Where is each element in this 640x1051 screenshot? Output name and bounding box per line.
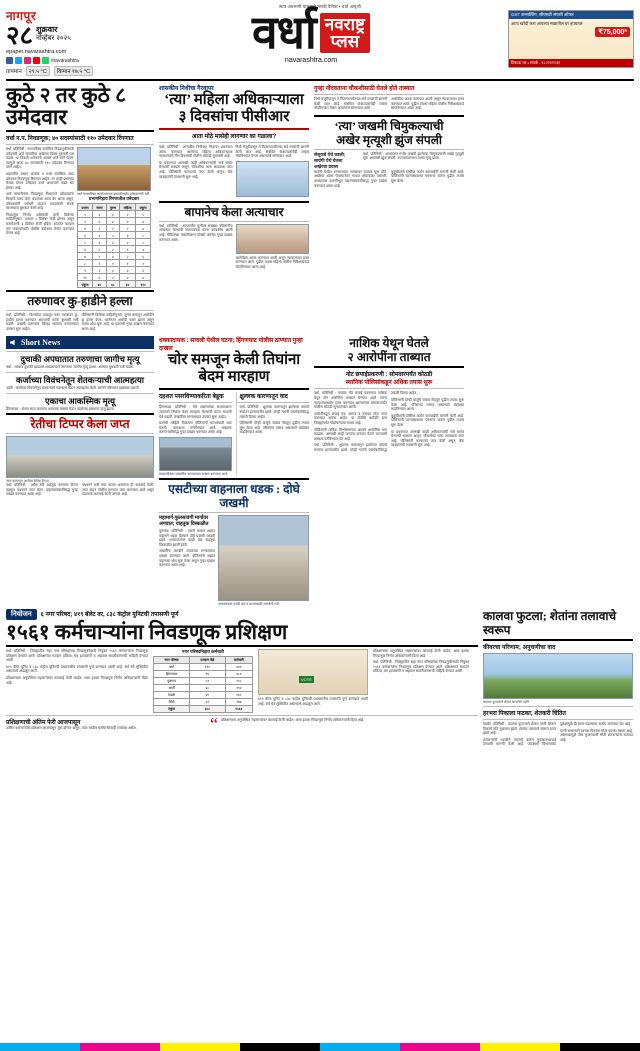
- lead-table-caption: प्रभागनिहाय रिंगणातील उमेदवार: [88, 196, 140, 201]
- swatch-black: [240, 1043, 320, 1051]
- theft-story: [159, 336, 309, 606]
- lead-para-1: वर्धा, प्रतिनिधी : नगरपरिषद सार्वत्रिक निवडणुकीसाठी उमेदवारी अर्ज माघारीचा अखेरचा दिवस गुरुवारी पार पडला. या दिवशी अनेकांनी आपले अर्ज मागे घेतले. त्यामुळे आता ४० जागांसाठी ११० उमेदवार रिंगणात उरले आहेत.: [6, 147, 74, 170]
- short-news-box: [6, 336, 154, 606]
- masthead-center: [118, 7, 504, 64]
- short-news-body-1: वर्धा : भरधाव दुचाकी झाडावर आदळल्याने तरुणाचा जागीच मृत्यू झाला. अपघात बुधवारी रात्री घडला.: [6, 365, 135, 370]
- youtube-icon[interactable]: [33, 57, 40, 64]
- short-news-body-2: आर्वी : कर्जाच्या विवंचनेतून शेतकऱ्याने गळफास घेऊन आत्महत्या केली. घटनेने परिसरात खळबळ उडाली.: [6, 385, 140, 390]
- training-table: नगर परिषद मतदान केंद्रे कर्मचारी वर्धा ११० ४४० हिंगणघाट ९६ ३८४ पुलगाव ५२ २०८ आर्वी ४८ १९२ देवळी ४० १६० सिंदी ४२ १७७ एकूण ३८८ १५६१: [153, 656, 253, 713]
- girl-intro-1: निधी मंजुरीपासून ते वितरणापर्यंतच्या सर्व टप्प्यांची छाननी केली जात आहे. संबंधित कंत्राटदारांचेही जबाब नोंदविण्यात येणार असल्याचे सांगण्यात आले.: [314, 97, 387, 111]
- training-para-2: ४१९ बॅलेट युनिट व ८३८ कंट्रोल युनिटची प्रथमस्तरीय तपासणी पूर्ण करण्यात आली आहे. सर्व यंत्रे सुस्थितीत असल्याचे आढळून आले.: [6, 664, 148, 674]
- short-news-item: [6, 375, 154, 391]
- nashik-sub-1: नोट छपाईप्रकरणी : सोमवारपर्यंत कोठडी: [345, 372, 433, 379]
- instagram-icon[interactable]: [24, 57, 31, 64]
- girl-para-2: सावंगी येथील रुग्णालयात त्याच्यावर उपचार सुरू होते. अखेरचा श्वास घेतल्यानंतर गावात शोककळा पसरली. अपघातास कारणीभूत वाहनचालकाविरुद्ध गुन्हा दाखल करण्यात आला आहे.: [314, 169, 387, 188]
- training-note-head: प्रशिक्षणाची अंतिम फेरी आजपासून: [6, 719, 81, 726]
- swatch-magenta: [80, 1043, 160, 1051]
- lead-th-0: प्रभाग: [78, 204, 93, 211]
- swatch-yellow-2: [480, 1043, 560, 1051]
- lead-subhead: वर्धा न.प. निवडणूक; ४० सदस्यांसाठी ११० उमेदवार रिंगणात: [6, 136, 134, 142]
- assault-para-2: पोलिसांनी दिलेल्या माहितीनुसार, जुन्या वादातून आरोपीने हा हल्ला केला. घटनेनंतर आरोपी फरार झाला असून त्याचा शोध सुरू आहे. या प्रकरणी गुन्हा दाखल करण्यात आला आहे.: [81, 313, 154, 331]
- weather-row: [6, 66, 114, 76]
- band-middle: [6, 336, 634, 606]
- pcr-illustration: [236, 161, 310, 197]
- girl-para-3: कुटुंबीयांनी दोषींवर कठोर कारवाईची मागणी केली आहे. पोलिसांनी घटनास्थळाचा पंचनामा करून पुढील तपास सुरू केला.: [391, 169, 464, 183]
- pcr-story: [159, 84, 309, 333]
- swatch-cyan: [0, 1043, 80, 1051]
- social-row: [6, 57, 114, 64]
- cmyk-colorbar: [0, 1043, 640, 1051]
- theft-kicker: धक्कादायक : सावली येथील घटना; हिंगणघाट पोलीस ठाण्यात गुन्हा दाखल: [159, 338, 303, 353]
- table-row-total: एकूण ४० ६८ ४२ ११०: [78, 281, 151, 288]
- girl-story: [314, 84, 464, 333]
- bus-para-1: पुलगाव, प्रतिनिधी : एसटी बसला अज्ञात वाहनाने धडक दिल्याने दोघे प्रवासी जखमी झाले. अपघातानंतर काही वेळ वाहतूक विस्कळीत झाली होती.: [159, 528, 215, 547]
- table-row: पुलगाव ५२ २०८: [154, 677, 253, 684]
- lake-sub: कीवरचा परिणाम; अनुचणीचा वाद: [483, 644, 556, 651]
- theft-headline: चोर समजून केली तिघांना बेदम मारहाण: [167, 352, 301, 386]
- table-row: ७ २ ४ २ ६: [78, 253, 151, 260]
- training-para-1: वर्धा, प्रतिनिधी : जिल्ह्यातील सहा नगर परिषदांच्या निवडणुकीसाठी नियुक्त १५६१ कर्मचाऱ्यांना निवडणूक प्रशिक्षण देण्यात आले. प्रशिक्षणात मतदान प्रक्रिया, यंत्र हाताळणी व अहवाल सादरीकरणाची माहिती देण्यात आली.: [6, 648, 148, 663]
- training-para-6: वर्धा, प्रतिनिधी : जिल्ह्यातील सहा नगर परिषदांच्या निवडणुकीसाठी नियुक्त १५६१ कर्मचाऱ्यांना निवडणूक प्रशिक्षण देण्यात आले. प्रशिक्षणात मतदान प्रक्रिया, यंत्र हाताळणी व अहवाल सादरीकरणाची माहिती देण्यात आली.: [373, 660, 469, 674]
- lead-story: [6, 84, 154, 333]
- lead-para-2: शहरातील प्रभाग क्रमांक ४ मध्ये सर्वाधिक आठ उमेदवार निवडणूक रिंगणात आहेत. तर काही प्रभागांत केवळ दोनच उमेदवार उरले असल्याने लढत थेट होणार आहे.: [6, 171, 74, 190]
- tipper-headline: रेतीचा टिप्पर केला जप्त: [30, 417, 130, 432]
- swatch-black-2: [560, 1043, 640, 1051]
- pcr-subhead: आता मोठे मासेही लागणार का गळाला?: [191, 134, 277, 140]
- ad-tagline: GST कन्सल्टिंग, सीएसटी संपत्ती ऑफर: [509, 11, 633, 19]
- lead-th-2: पुरुष: [106, 204, 119, 211]
- training-quote: प्रशिक्षणाला अनुपस्थित राहणाऱ्यांवर कारवाई केली जाईल, असा इशारा निवडणूक निर्णय अधिकाऱ्यांनी दिला आहे.: [221, 717, 365, 722]
- theft-sub-left: दहशत पसरविण्याकरिता बेडूक: [159, 394, 224, 401]
- short-news-title: Short News: [21, 338, 61, 348]
- theft-left-para-2: घटनेची माहिती मिळताच पोलिसांनी घटनास्थळी धाव घेतली. जमावाला पांगविण्यात आले. मारहाण करणाऱ्यांविरुद्ध गुन्हा दाखल करण्यात आला आहे.: [159, 421, 232, 435]
- table-row: देवळी ४० १६०: [154, 691, 253, 698]
- masthead: [6, 7, 634, 81]
- short-news-headline-3: एकाचा आकस्मिक मृत्यू: [44, 395, 116, 406]
- table-row: ९ २ ३ ३ ६: [78, 267, 151, 274]
- lead-para-4: निवडणूक निर्णय अधिकारी यांनी दिलेल्या माहितीनुसार, मतदान २ डिसेंबर रोजी होणार असून मतमोजणी ३ डिसेंबर रोजी होईल. शांततेत मतदान पार पाडण्यासाठी पोलीस बंदोबस्त तैनात करण्यात येणार आहे.: [6, 212, 74, 236]
- training-sub: ६ नगर परिषद; ४१९ बॅलेट वर, ८३८ कंट्रोल युनिटची तपासणी पूर्ण: [40, 612, 179, 619]
- table-row: वर्धा ११० ४४०: [154, 663, 253, 670]
- father-para-1: वर्धा, प्रतिनिधी : अल्पवयीन मुलीवर सख्ख्या वडिलांनीच अत्याचार केल्याची संतापजनक घटना उघडकीस आली आहे. पीडितेच्या तक्रारीवरून पोक्सो अंतर्गत गुन्हा दाखल करण्यात आला.: [159, 223, 233, 242]
- table-row: १० २ २ २ ४: [78, 274, 151, 281]
- nashik-para-6: कुटुंबीयांनी दोषींवर कठोर कारवाईची मागणी केली आहे. पोलिसांनी घटनास्थळाचा पंचनामा करून पुढील तपास सुरू केला.: [391, 413, 464, 427]
- nashik-headline-2: २ आरोपींना ताब्यात: [347, 350, 431, 365]
- edition-city: नागपूर: [6, 9, 37, 23]
- tipper-para-1: वर्धा, प्रतिनिधी : अवैध रेती वाहतूक करणारा टिप्पर महसूल पथकाने जप्त केला. वाहनचालकाविरुद्ध गुन्हा दाखल करण्यात आला आहे.: [6, 483, 78, 497]
- training-para-5: प्रशिक्षणाला अनुपस्थित राहणाऱ्यांवर कारवाई केली जाईल, असा इशारा निवडणूक निर्णय अधिकाऱ्यांनी दिला आहे.: [373, 648, 469, 658]
- nashik-para-1: वर्धा, प्रतिनिधी : बनावट नोट छपाई प्रकरणात नाशिक येथून दोन आरोपींना ताब्यात घेण्यात आले. त्यांना न्यायालयासमोर हजर करण्यात आल्यानंतर सोमवारपर्यंत पोलीस कोठडी सुनावण्यात आली.: [314, 391, 387, 410]
- website-url[interactable]: navarashtra.com: [284, 57, 338, 64]
- table-row: ४ २ ५ ३ ८: [78, 232, 151, 239]
- bus-para-2: जखमींना तातडीने जवळच्या रुग्णालयात दाखल करण्यात आले. पोलिसांनी अज्ञात वाहनाचा शोध सुरू केला असून गुन्हा दाखल करण्यात आला आहे.: [159, 549, 215, 568]
- lake-sub-2: हरभरा पिकाला फटका; शेतकरी चिंतित: [483, 710, 566, 717]
- lake-para-1: देवळी, प्रतिनिधी : कालवा फुटल्याने शेतात पाणी शिरून पिकांचे मोठे नुकसान झाले. शेतांना तलावाचे स्वरूप प्राप्त झाले आहे.: [483, 721, 556, 736]
- lead-th-3: महिला: [119, 204, 135, 211]
- lead-para-3: अर्ज माघारीनंतर निवडणूक विभागाने उमेदवारांना चिन्हांचे वाटप केले. प्रचाराला आता वेग आला असून, उमेदवारांनी घरोघरी जाऊन मतदारांशी संपर्क साधण्यास सुरुवात केली आहे.: [6, 192, 74, 211]
- vote-stamp: VOTE: [301, 676, 312, 682]
- swatch-cyan-2: [320, 1043, 400, 1051]
- bus-photo: [218, 515, 309, 601]
- theft-photo: [159, 437, 232, 471]
- nashik-para-3: पोलिसांनी तांत्रिक विश्लेषणाच्या आधारे आरोपींचा माग काढला. आणखी काही जणांना ताब्यात घेतले जाण्याची शक्यता वर्तविण्यात येत आहे.: [314, 427, 387, 441]
- theft-sub-right: क्षुल्लक कारणातून वाद: [239, 394, 288, 401]
- nashik-sub-2: स्थानिक पोलिसांकडून अधिक तपास सुरू: [345, 380, 433, 387]
- girl-bullet-3: अखेरचा प्रवास: [314, 163, 338, 169]
- short-news-header: [6, 336, 154, 349]
- lead-th-1: जागा: [93, 204, 107, 211]
- father-para-2: आरोपीला अटक करण्यात आली असून न्यायालयात हजर करण्यात आले. पुढील तपास महिला पोलीस निरीक्षकांकडे सोपविण्यात आला आहे.: [235, 255, 309, 269]
- pcr-headline: ‘त्या’ महिला अधिकाऱ्याला ३ दिवसांचा पीसीआर: [164, 92, 304, 125]
- epaper-url[interactable]: epaper.navarashtra.com: [6, 49, 67, 55]
- table-row: १ २ ३ २ ५: [78, 211, 151, 218]
- pcr-para-1: वर्धा, प्रतिनिधी : शासकीय निधीच्या गैरवापर प्रकरणात अटक करण्यात आलेल्या महिला अधिकाऱ्याला न्यायालयाने तीन दिवसांची पोलीस कोठडी सुनावली आहे.: [159, 145, 233, 159]
- twitter-icon[interactable]: [15, 57, 22, 64]
- social-handle: /navarashtra: [51, 57, 79, 64]
- pcr-para-2: या प्रकरणात आणखी काही अधिकाऱ्यांची नावे समोर येण्याची शक्यता असून, चौकशीचा फास आवळला जात आहे. पोलिसांनी कागदपत्रे जप्त केली असून, बँक व्यवहारांची तपासणी सुरू आहे.: [159, 160, 233, 179]
- swatch-magenta-2: [400, 1043, 480, 1051]
- short-news-headline-1: दुचाकी अपघातात तरुणाचा जागीच मृत्यू: [20, 354, 140, 365]
- table-row: ८ २ १ १ २: [78, 260, 151, 267]
- table-row: ३ २ २ २ ४: [78, 225, 151, 232]
- father-headline: बापानेच केला अत्याचार: [184, 204, 284, 219]
- facebook-icon[interactable]: [6, 57, 13, 64]
- ad-footer: टिकाऊ घर • संपर्क : ९८२२१२२३१: [509, 59, 633, 67]
- tipper-para-2: पथकाने रात्री गस्त घालत असताना ही कारवाई केली. जप्त वाहन पोलीस ठाण्यात जमा करण्यात आले असून दंडात्मक कारवाई केली जाणार आहे.: [82, 483, 154, 497]
- nashik-story: [314, 336, 464, 606]
- ad-body: आता खरेदी करा आपल्या स्वप्नातील घर हप्त्यावर: [511, 21, 583, 26]
- training-note-body: उर्वरित कर्मचाऱ्यांचे प्रशिक्षण आजपासून सुरू होणार असून, त्यात राखीव कर्मचाऱ्यांचाही समावेश असेल.: [6, 725, 137, 730]
- theft-right-para-1: वर्धा, प्रतिनिधी : क्षुल्लक कारणातून झालेल्या वादाचे रूपांतर हाणामारीत झाले. दोन्ही गटांनी एकमेकांविरुद्ध तक्रारी दिल्या आहेत.: [239, 405, 309, 419]
- nashik-para-7: या प्रकरणात आणखी काही अधिकाऱ्यांची नावे समोर येण्याची शक्यता असून, चौकशीचा फास आवळला जात आहे. पोलिसांनी कागदपत्रे जप्त केली असून, बँक व्यवहारांची तपासणी सुरू आहे.: [391, 429, 464, 448]
- father-photo: [236, 224, 310, 254]
- masthead-left: [6, 10, 114, 76]
- table-row: २ २ ४ २ ६: [78, 218, 151, 225]
- lake-story: [483, 609, 633, 747]
- short-news-body-3: हिंगणघाट : शेतात काम करताना अचानक चक्कर येऊन पडलेल्या इसमाचा मृत्यू झाला.: [6, 406, 115, 411]
- table-row: ६ २ २ १ ३: [78, 246, 151, 253]
- lake-headline: कालवा फुटला; शेतांना तलावाचे स्वरूप: [483, 608, 617, 637]
- temp-min: किमान १७.५ °C: [54, 66, 93, 76]
- nashik-headline-1: नाशिक येथून घेतले: [349, 336, 429, 351]
- training-headline: १५६१ कर्मचाऱ्यांना निवडणूक प्रशिक्षण: [6, 619, 288, 644]
- lake-photo: [483, 653, 633, 699]
- lake-para-3: पाणी साचल्याने हरभरा पिकाला मोठा फटका बसला आहे. ओलाव्यामुळे पीक कुजण्याची भीती शेतकऱ्यांना सतावत आहे.: [560, 728, 633, 742]
- table-row-total: एकूण ३८८ १५६१: [154, 705, 253, 712]
- top-strip: सत्य अग्रभागी चालणारे मराठी दैनिक • वर्धा आवृत्ती: [279, 4, 361, 9]
- whatsapp-icon[interactable]: [42, 57, 49, 64]
- lead-th-4: एकूण: [136, 204, 151, 211]
- newspaper-logo: वर्धा: [252, 7, 316, 58]
- date-block: [6, 20, 114, 50]
- ballot-illustration: [258, 649, 368, 695]
- theft-left-para-1: हिंगणघाट, प्रतिनिधी : चोर असल्याच्या संशयावरून जमावाने तिघांना बेदम मारहाण केल्याची घटना सावली येथे घडली. जखमींवर रुग्णालयात उपचार सुरू आहेत.: [159, 405, 232, 419]
- lead-photo-caption: वर्धा नगरपरिषद कार्यालयाच्या इमारतीसमोर उमेदवारांची गर्दी.: [77, 192, 150, 196]
- training-story: [6, 609, 478, 747]
- band-bottom: [6, 609, 634, 747]
- lead-headline: कुठे २ तर कुठे ८ उमेदवार: [6, 83, 127, 129]
- lake-caption: कालवा फुटल्याने शेतात साचलेले पाणी.: [483, 699, 530, 704]
- tipper-photo: [6, 436, 154, 478]
- table-row: हिंगणघाट ९६ ३८४: [154, 670, 253, 677]
- bus-sub: महामार्ग-फुलसावंगी मार्गावर अपघात; वाहतूक विस्कळीत: [159, 514, 209, 527]
- megaphone-icon: [9, 338, 18, 347]
- girl-intro-2: आरोपीला अटक करण्यात आली असून न्यायालयात हजर करण्यात आले. पुढील तपास महिला पोलीस निरीक्षकांकडे सोपविण्यात आला आहे.: [391, 97, 464, 111]
- bus-caption: अपघातग्रस्त एसटी बस व घटनास्थळी जमलेली गर्दी.: [218, 601, 280, 606]
- masthead-ad[interactable]: [508, 10, 634, 68]
- nashik-para-4: वर्धा, प्रतिनिधी : क्षुल्लक कारणातून झालेल्या वादाचे रूपांतर हाणामारीत झाले. दोन्ही गटांनी एकमेकांविरुद्ध तक्रारी दिल्या आहेत.: [314, 391, 418, 452]
- assault-headline: तरुणावर कु-हाडीने हल्ला: [27, 294, 133, 308]
- table-row: सिंदी ४२ १७७: [154, 698, 253, 705]
- bus-headline: एसटीच्या वाहनाला धडक : दोघे जखमी: [168, 481, 300, 510]
- lake-para-2: शेतकऱ्यांनी तातडीने पंचनामे करून नुकसानभरपाई देण्याची मागणी केली आहे. पाटबंधारे विभागाच्या दुर्लक्षामुळे ही घटना घडल्याचा आरोप करण्यात येत आहे.: [483, 721, 632, 747]
- short-news-item: [6, 354, 154, 370]
- training-para-4: ४१९ बॅलेट युनिट व ८३८ कंट्रोल युनिटची प्रथमस्तरीय तपासणी पूर्ण करण्यात आली आहे. सर्व यंत्रे सुस्थितीत असल्याचे आढळून आले.: [258, 696, 368, 706]
- tipper-caption: जप्त करण्यात आलेला रेतीचा टिप्पर.: [6, 479, 50, 484]
- training-para-3: प्रशिक्षणाला अनुपस्थित राहणाऱ्यांवर कारवाई केली जाईल, असा इशारा निवडणूक निर्णय अधिकाऱ्यांनी दिला आहे.: [6, 675, 148, 685]
- girl-bullet-2: सावंगी येथे घेतला: [314, 157, 343, 163]
- short-news-item: [6, 396, 154, 412]
- pcr-kicker-right: गुन्हा नोंदवताना चौकशीसाठी घेतले होते ताब्यात: [314, 86, 415, 92]
- assault-para-1: वर्धा, प्रतिनिधी : किरकोळ वादातून एका तरुणावर कु-हाडीने हल्ला करण्यात आल्याची घटना बुधवारी रात्री घडली. जखमी तरुणावर जिल्हा सामान्य रुग्णालयात उपचार सुरू आहेत.: [6, 313, 79, 331]
- short-news-headline-2: कर्जाच्या विवंचनेतून शेतकऱ्याची आत्महत्या: [15, 374, 145, 385]
- temp-max: २९.५ °C: [26, 66, 50, 76]
- girl-headline-1: ‘त्या’ जखमी चिमुकल्याची: [334, 118, 444, 133]
- lead-table: [77, 203, 151, 288]
- girl-bullet-1: सेलूकडे येथे घडली;: [314, 151, 346, 157]
- table-row: ५ २ ३ २ ५: [78, 239, 151, 246]
- planning-tag: नियोजन: [6, 609, 37, 620]
- date-month-year: नोव्हेंबर २०२५: [36, 35, 71, 42]
- lead-photo: [77, 147, 151, 191]
- theft-right-para-2: पोलिसांनी दोन्ही बाजूंचे जबाब नोंदवून पुढील तपास सुरू केला आहे. परिसरात तणाव असल्याने बंदोबस्त वाढविण्यात आला.: [239, 421, 309, 435]
- ad-price: ₹75,000*: [595, 27, 630, 37]
- logo-red-line1: नवराष्ट्र: [324, 15, 365, 34]
- girl-para-1: वर्धा, प्रतिनिधी : अपघातात गंभीर जखमी झालेल्या चिमुकल्याची अखेर मृत्यूशी सुरू असलेली झुंज संपली. उपचारादरम्यान त्याचा मृत्यू झाला.: [363, 151, 464, 161]
- girl-headline-2: अखेर मृत्यूशी झुंज संपली: [336, 132, 442, 147]
- table-row: आर्वी ४८ १९२: [154, 684, 253, 691]
- nashik-para-2: आरोपींकडून छपाई यंत्र, कागद व बनावट नोटा जप्त करण्यात आल्या आहेत. या टोळीचे धागेदोरे इतर जिल्ह्यांपर्यंत पोहोचल्याचा संशय आहे.: [314, 411, 387, 425]
- pcr-para-3: निधी मंजुरीपासून ते वितरणापर्यंतच्या सर्व टप्प्यांची छाननी केली जात आहे. संबंधित कंत्राटदारांचेही जबाब नोंदविण्यात येणार असल्याचे सांगण्यात आले.: [235, 145, 309, 159]
- logo-red-line2: प्लस: [330, 32, 360, 51]
- quote-icon: “: [210, 713, 218, 734]
- date-number: २८: [6, 20, 34, 50]
- swatch-yellow: [160, 1043, 240, 1051]
- temp-label: तापमान: [6, 69, 22, 75]
- theft-caption: मारहाणीनंतर जखमींना रुग्णालयात दाखल करण्यात आले.: [159, 471, 229, 476]
- training-table-caption: नगर परिषदनिहाय कर्मचारी: [182, 648, 224, 654]
- date-day: शुक्रवार: [36, 25, 58, 34]
- pcr-kicker-left: शासकीय निधीचा गैरवापर: [159, 86, 214, 92]
- newspaper-logo-secondary: [320, 13, 370, 53]
- band-top: [6, 84, 634, 333]
- nashik-para-5: पोलिसांनी दोन्ही बाजूंचे जबाब नोंदवून पुढील तपास सुरू केला आहे. परिसरात तणाव असल्याने बंदोबस्त वाढविण्यात आला.: [391, 397, 464, 412]
